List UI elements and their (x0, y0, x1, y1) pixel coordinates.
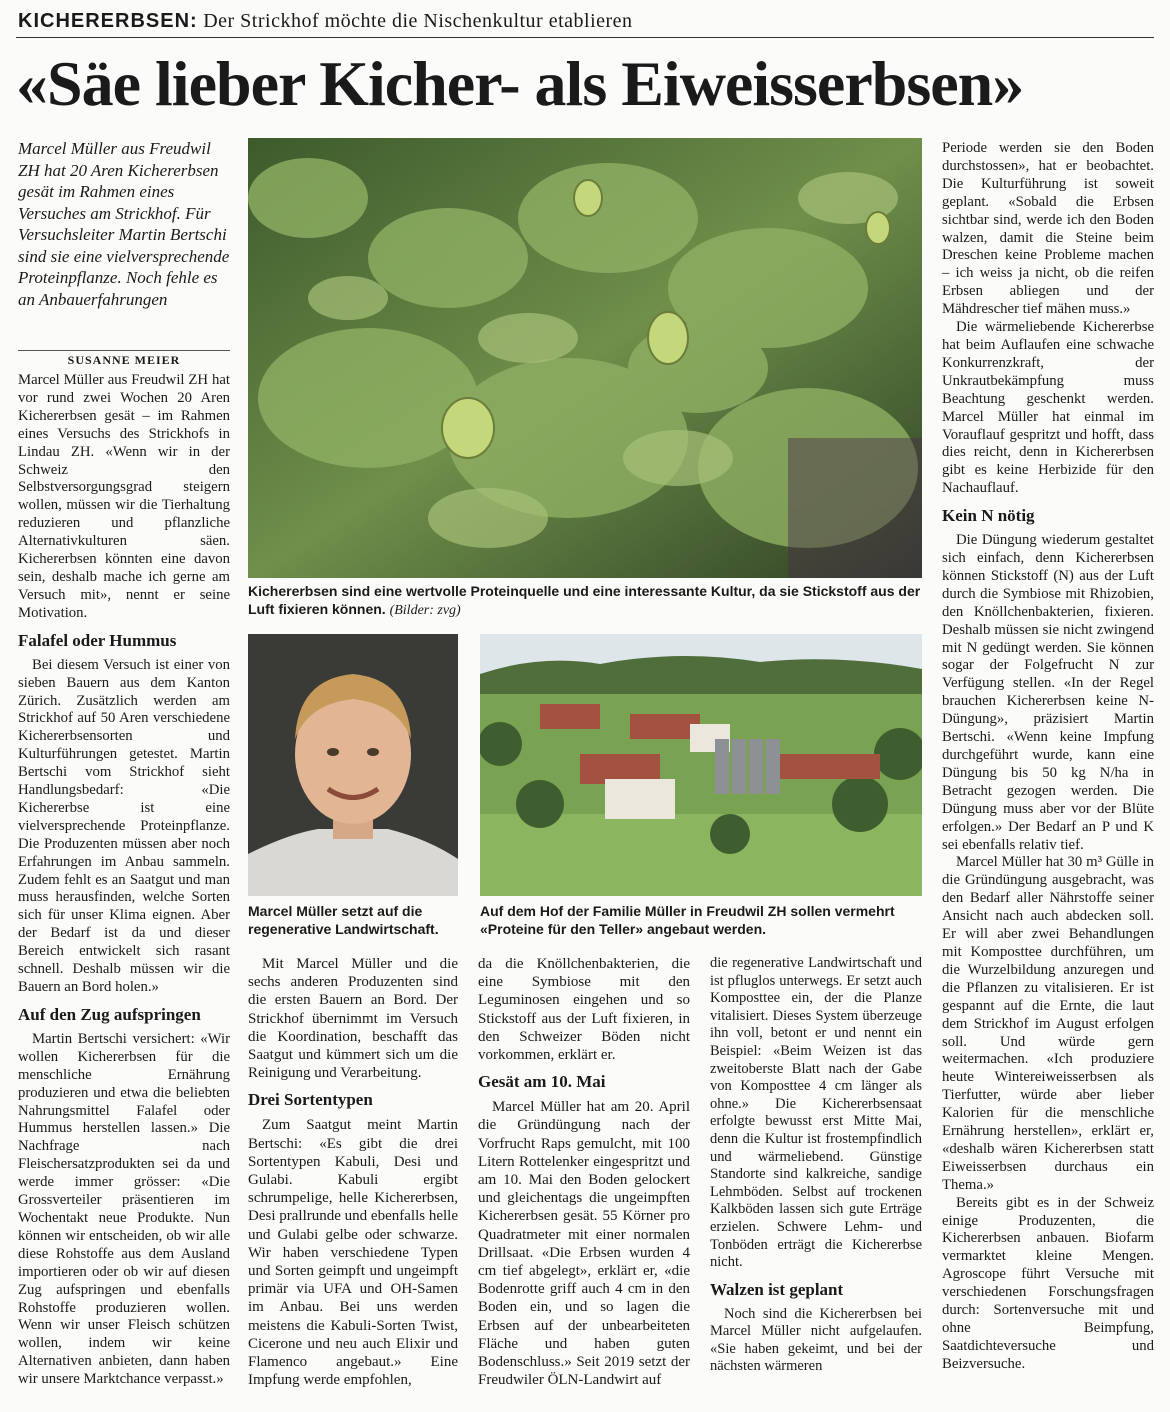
chickpea-plants-photo (248, 138, 922, 578)
top-rule (16, 37, 1154, 38)
subheading-falafel: Falafel oder Hummus (18, 630, 177, 650)
col3-paragraph-1: da die Knöllchenbakterien, die eine Symbiose mit den Leguminosen eingehen und so Stickstoff aus der Luft fixieren, in den Schweizer Böden nicht vorkommen, erklärt er. (478, 956, 690, 1064)
col5-paragraph-1: Periode werden sie den Boden durchstossen», hat er beobachtet. Die Kulturführung ist soweit geplant. «Sobald die Erbsen sichtbar sind, werde ich den Boden walzen, damit die Steine beim Dreschen keine Probleme machen – ich weiss ja nicht, ob die reifen Erbsen abliegen und der Mähdrescher tief mähen muss.» (942, 140, 1154, 318)
column-5 (942, 140, 1154, 1374)
photo-credit: (Bilder: zvg) (389, 603, 461, 618)
col5-paragraph-2: Die wärmeliebende Kichererbse hat beim Auflaufen eine schwache Konkurrenzkraft, der Unkrautbekämpfung muss Beachtung geschenkt werden. Marcel Müller hat einmal im Vorauflauf gespritzt und hofft, dass dies reicht, denn in Kichererbsen gibt es keine Herbizide für den Nachauflauf. (942, 319, 1154, 497)
col5-paragraph-3: Die Düngung wiederum gestaltet sich einfach, denn Kichererbsen können Stickstoff (N) aus der Luft durch die Symbiose mit Rhizobien, den Knöllchenbakterien, fixieren. Deshalb müssen sie nicht zwingend mit N gedüngt werden. Sie können sogar der Folgefrucht N zur Verfügung stellen. «In der Regel brauchen Kichererbsen keine N-Düngung», präzisiert Martin Bertschi. «Wenn keine Impfung durchgeführt wurde, kann eine Düngung bis 50 kg N/ha in Betracht gezogen werden. Die Düngung muss aber vor der Blüte erfolgen.» Der Bedarf an P und K sei ebenfalls relativ tief. (942, 532, 1154, 853)
portrait-photo (248, 634, 458, 896)
col2-paragraph-1: Mit Marcel Müller und die sechs anderen Produzenten sind die ersten Bauern an Bord. Der Strickhof übernimmt im Versuch die Koordination, beschafft das Saatgut und kümmert sich um die Reinigung und Verarbeitung. (248, 956, 458, 1082)
column-4 (710, 955, 922, 1376)
col5-paragraph-5: Bereits gibt es in der Schweiz einige Produzenten, die Kichererbsen anbauen. Biofarm vermarktet kleine Mengen. Agroscope führt Versuche mit verschiedenen Forschungsfragen durch: Sortenversuche mit und ohne Beimpfung, Saatdichteversuche und Beizversuche. (942, 1194, 1154, 1372)
farm-photo (480, 634, 922, 896)
col4-paragraph-2: Noch sind die Kichererbsen bei Marcel Müller nicht aufgelaufen. «Sie haben gekeimt, und bei der nächsten wärmeren (710, 1305, 922, 1375)
column-2 (248, 955, 458, 1389)
main-caption-text: Kichererbsen sind eine wertvolle Proteinquelle und eine interessante Kultur, da sie Stickstoff aus der Luft fixieren können. (248, 583, 921, 617)
subheading-walzen: Walzen ist geplant (710, 1279, 844, 1299)
kicker (18, 8, 1154, 34)
subheading-zug: Auf den Zug aufspringen (18, 1004, 201, 1024)
column-3 (478, 955, 690, 1389)
subheading-sortentypen: Drei Sortentypen (248, 1090, 373, 1110)
farm-caption: Auf dem Hof der Familie Müller in Freudwil ZH sollen vermehrt «Proteine für den Teller» angebaut werden. (480, 903, 895, 937)
lead-paragraph: Marcel Müller aus Freudwil ZH hat 20 Aren Kichererbsen gesät im Rahmen eines Versuches am Strickhof. Für Versuchsleiter Martin Bertschi sind sie eine vielversprechende Proteinpflanze. Noch fehle es an Anbauerfahrungen (18, 139, 230, 309)
col1-paragraph-1: Marcel Müller aus Freudwil ZH hat vor rund zwei Wochen 20 Aren Kichererbsen gesät – im Rahmen eines Versuchs des Strickhofs in Lindau ZH. «Wenn wir in der Schweiz den Selbstversorgungsgrad steigern wollen, müssen wir die Tierhaltung reduzieren und pflanzliche Alternativkulturen säen. Kichererbsen könnten eine davon sein, deshalb mache ich gerne am Versuch mit», nennt er seine Motivation. (18, 372, 230, 621)
kicker-keyword: KICHERERBSEN: (18, 10, 198, 32)
kicker-text: Der Strickhof möchte die Nischenkultur etablieren (203, 10, 633, 32)
main-photo-caption (248, 582, 922, 620)
col4-paragraph-1: die regenerative Landwirtschaft und ist pfluglos unterwegs. Er setzt auch Komposttee ein, der die Planze vitalisiert. Dieses System überzeuge ihn voll, betont er und nennt ein Beispiel: «Beim Weizen ist das zweitoberste Blatt nach der Gabe von Komposttee 4 cm länger als ohne.» Die Kichererbsensaat erfolgte bewusst erst Mitte Mai, denn die Kultur ist frostempfindlich und wärmeliebend. Günstige Standorte sind kalkreiche, sandige Lehmböden. Selbst auf trockenen Kalkböden lassen sich gute Erträge erzielen. Schwere Lehm- und Tonböden erträgt die Kichererbse nicht. (710, 955, 922, 1271)
col2-paragraph-2: Zum Saatgut meint Martin Bertschi: «Es gibt die drei Sortentypen Kabuli, Desi und Gulabi. Kabuli ergibt schrumpelige, helle Kichererbsen, Desi prallrunde und ebenfalls helle und Gulabi gelbe oder schwarze. Wir haben verschiedene Typen und Sorten geimpft und ungeimpft primär via UFA und OH-Samen im Anbau. Bei uns werden meistens die Kabuli-Sorten Twist, Cicerone und neu auch Elixir und Flamenco angebaut.» Eine Impfung werde empfohlen, (248, 1117, 458, 1389)
col1-paragraph-3: Martin Bertschi versichert: «Wir wollen Kichererbsen für die menschliche Ernährung produzieren und etwa die beliebten Nahrungsmittel Falafel oder Hummus herstellen lassen.» Die Nachfrage nach Fleischersatzprodukten sei da und werde immer grösser: «Die Grossverteiler präsentieren im Wochentakt neue Produkte. Nun können wir entscheiden, ob wir alle diese Rohstoffe aus dem Ausland importieren oder ob wir auf diesen Zug aufspringen und ebenfalls Rohstoffe produzieren wollen. Wenn wir unser Fleisch schützen wollen, indem wir keine Alternativen anbieten, dann haben wir unsere Marktchance verpasst.» (18, 1030, 230, 1388)
author-byline: SUSANNE MEIER (18, 350, 230, 368)
col3-paragraph-2: Marcel Müller hat am 20. April die Gründüngung nach der Vorfrucht Raps gemulcht, mit 100 Litern Rottelenker eingespritzt und am 10. Mai den Boden gelockert und gleichentags die ungeimpften Kichererbsen gesät. 55 Körner pro Quadratmeter mit einer normalen Drillsaat. «Die Erbsen wurden 4 cm tief abgelegt», erklärt er, «die Bodenrotte griff auch 4 cm in den Boden ein, und so lagen die Erbsen auf der unbearbeiteten Fläche und haben guten Bodenschluss.» Seit 2019 setzt der Freudwiler ÖLN-Landwirt auf (478, 1099, 690, 1389)
col1-paragraph-2: Bei diesem Versuch ist einer von sieben Bauern aus dem Kanton Zürich. Zusätzlich werden am Strickhof auf 50 Aren verschiedene Kichererbsensorten und Kulturführungen getestet. Martin Bertschi vom Strickhof sieht Handlungsbedarf: «Die Kichererbse ist eine vielversprechende Proteinpflanze. Die Produzenten müssen aber noch Erfahrungen im Anbau sammeln. Zudem fehlt es an Saatgut und man muss herausfinden, welche Sorten sich für unser Klima eignen. Aber der Bedarf ist da und dieser Bereich entwickelt sich rasant schnell. Deshalb müssen wir die Bauern an Bord holen.» (18, 656, 230, 995)
portrait-caption: Marcel Müller setzt auf die regenerative Landwirtschaft. (248, 903, 439, 937)
subheading-gesaet: Gesät am 10. Mai (478, 1072, 606, 1092)
subheading-kein-n: Kein N nötig (942, 506, 1035, 526)
headline: «Säe lieber Kicher- als Eiweisserbsen» (16, 48, 1024, 119)
col5-paragraph-4: Marcel Müller hat 30 m³ Gülle in die Gründüngung ausgebracht, was den Bedarf aller Nährstoffe seiner Ansicht nach auch abdecken soll. Er will aber zwei Behandlungen mit Komposttee durchführen, um die Wurzelbildung anzuregen und die Pflanzen zu vitalisieren. Er ist gespannt auf die Ernte, die laut dem Strickhof im August erfolgen soll. Und würde gern weitermachen. «Ich produziere heute Wintereiweisserbsen als Tierfutter, würde aber lieber Kalorien für die menschliche Ernährung herstellen», erklärt er, «deshalb wären Kichererbsen statt Eiweisserbsen durchaus ein Thema.» (942, 854, 1154, 1193)
column-1 (18, 372, 230, 1389)
